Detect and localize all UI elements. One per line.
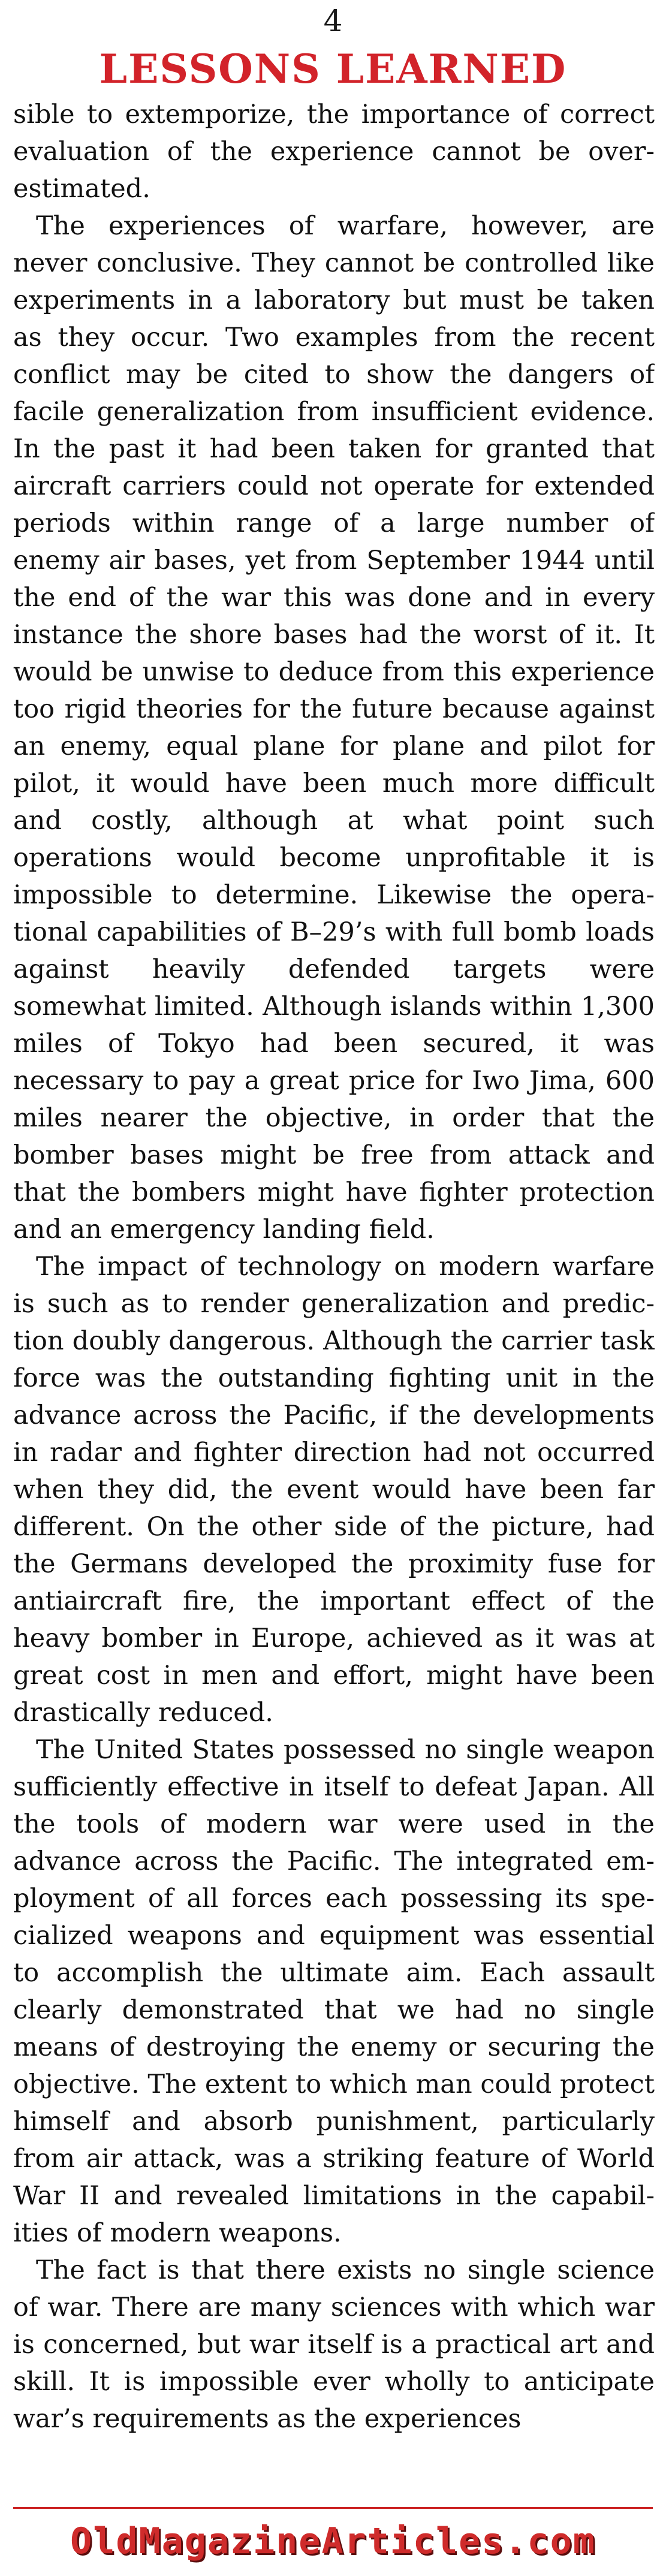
footer <box>0 2507 666 2576</box>
footer-divider <box>13 2507 653 2509</box>
paragraph-1: sible to extemporize, the importance of correct evaluation of the experience cannot be over-estimated. <box>13 100 655 204</box>
paragraph-3: The impact of technology on modern warfare is such as to render generalization and prediction doubly dangerous. Although the carrier task force was the outstanding fighting unit in the advance across the Pacific, if the developments in radar and fighter direction had not occurred when they did, the event would have been far different. On the other side of the picture, had the Germans developed the proximity fuse for antiaircraft fire, the important effect of the heavy bomber in Europe, achieved as it was at great cost in men and effort, might have been drastically reduced. <box>13 1252 655 1728</box>
article-headline: LESSONS LEARNED <box>99 46 567 92</box>
paragraph-5: The fact is that there exists no single science of war. There are many sciences with which war is concerned, but war itself is a practical art and skill. It is impossible ever wholly to anticipate war’s requirements as the experiences <box>13 2255 655 2434</box>
paragraph-2: The experiences of warfare, however, are never conclusive. They cannot be controlled like experiments in a laboratory but must be taken as they occur. Two examples from the recent conflict may be cited to show the dangers of facile generalization from insufficient evidence. In the past it had been taken for granted that aircraft carriers could not operate for extended periods within range of a large number of enemy air bases, yet from September 1944 until the end of the war this was done and in every instance the shore bases had the worst of it. It would be unwise to deduce from this experience too rigid theories for the future because against an enemy, equal plane for plane and pilot for pilot, it would have been much more difficult and costly, although at what point such operations would become unprofitable it is impossible to determine. Likewise the operational capabilities of B–29’s with full bomb loads against heavily defended targets were somewhat limited. Although islands within 1,300 miles of Tokyo had been secured, it was necessary to pay a great price for Iwo Jima, 600 miles nearer the objective, in order that the bomber bases might be free from attack and that the bombers might have fighter protection and an emergency landing field. <box>13 211 655 1245</box>
page-number: 4 <box>323 4 343 38</box>
paragraph-4: The United States possessed no single weapon sufficiently effective in itself to defeat Japan. All the tools of modern war were used in the advance across the Pacific. The integrated employment of all forces each possessing its specialized weapons and equipment was essential to accomplish the ultimate aim. Each assault clearly demonstrated that we had no single means of destroying the enemy or securing the objective. The extent to which man could protect himself and absorb punishment, particularly from air attack, was a striking feature of World War II and revealed limitations in the capabilities of modern weapons. <box>13 1735 655 2248</box>
article-body <box>13 96 655 2479</box>
site-watermark[interactable]: OldMagazineArticles.com <box>70 2520 596 2562</box>
